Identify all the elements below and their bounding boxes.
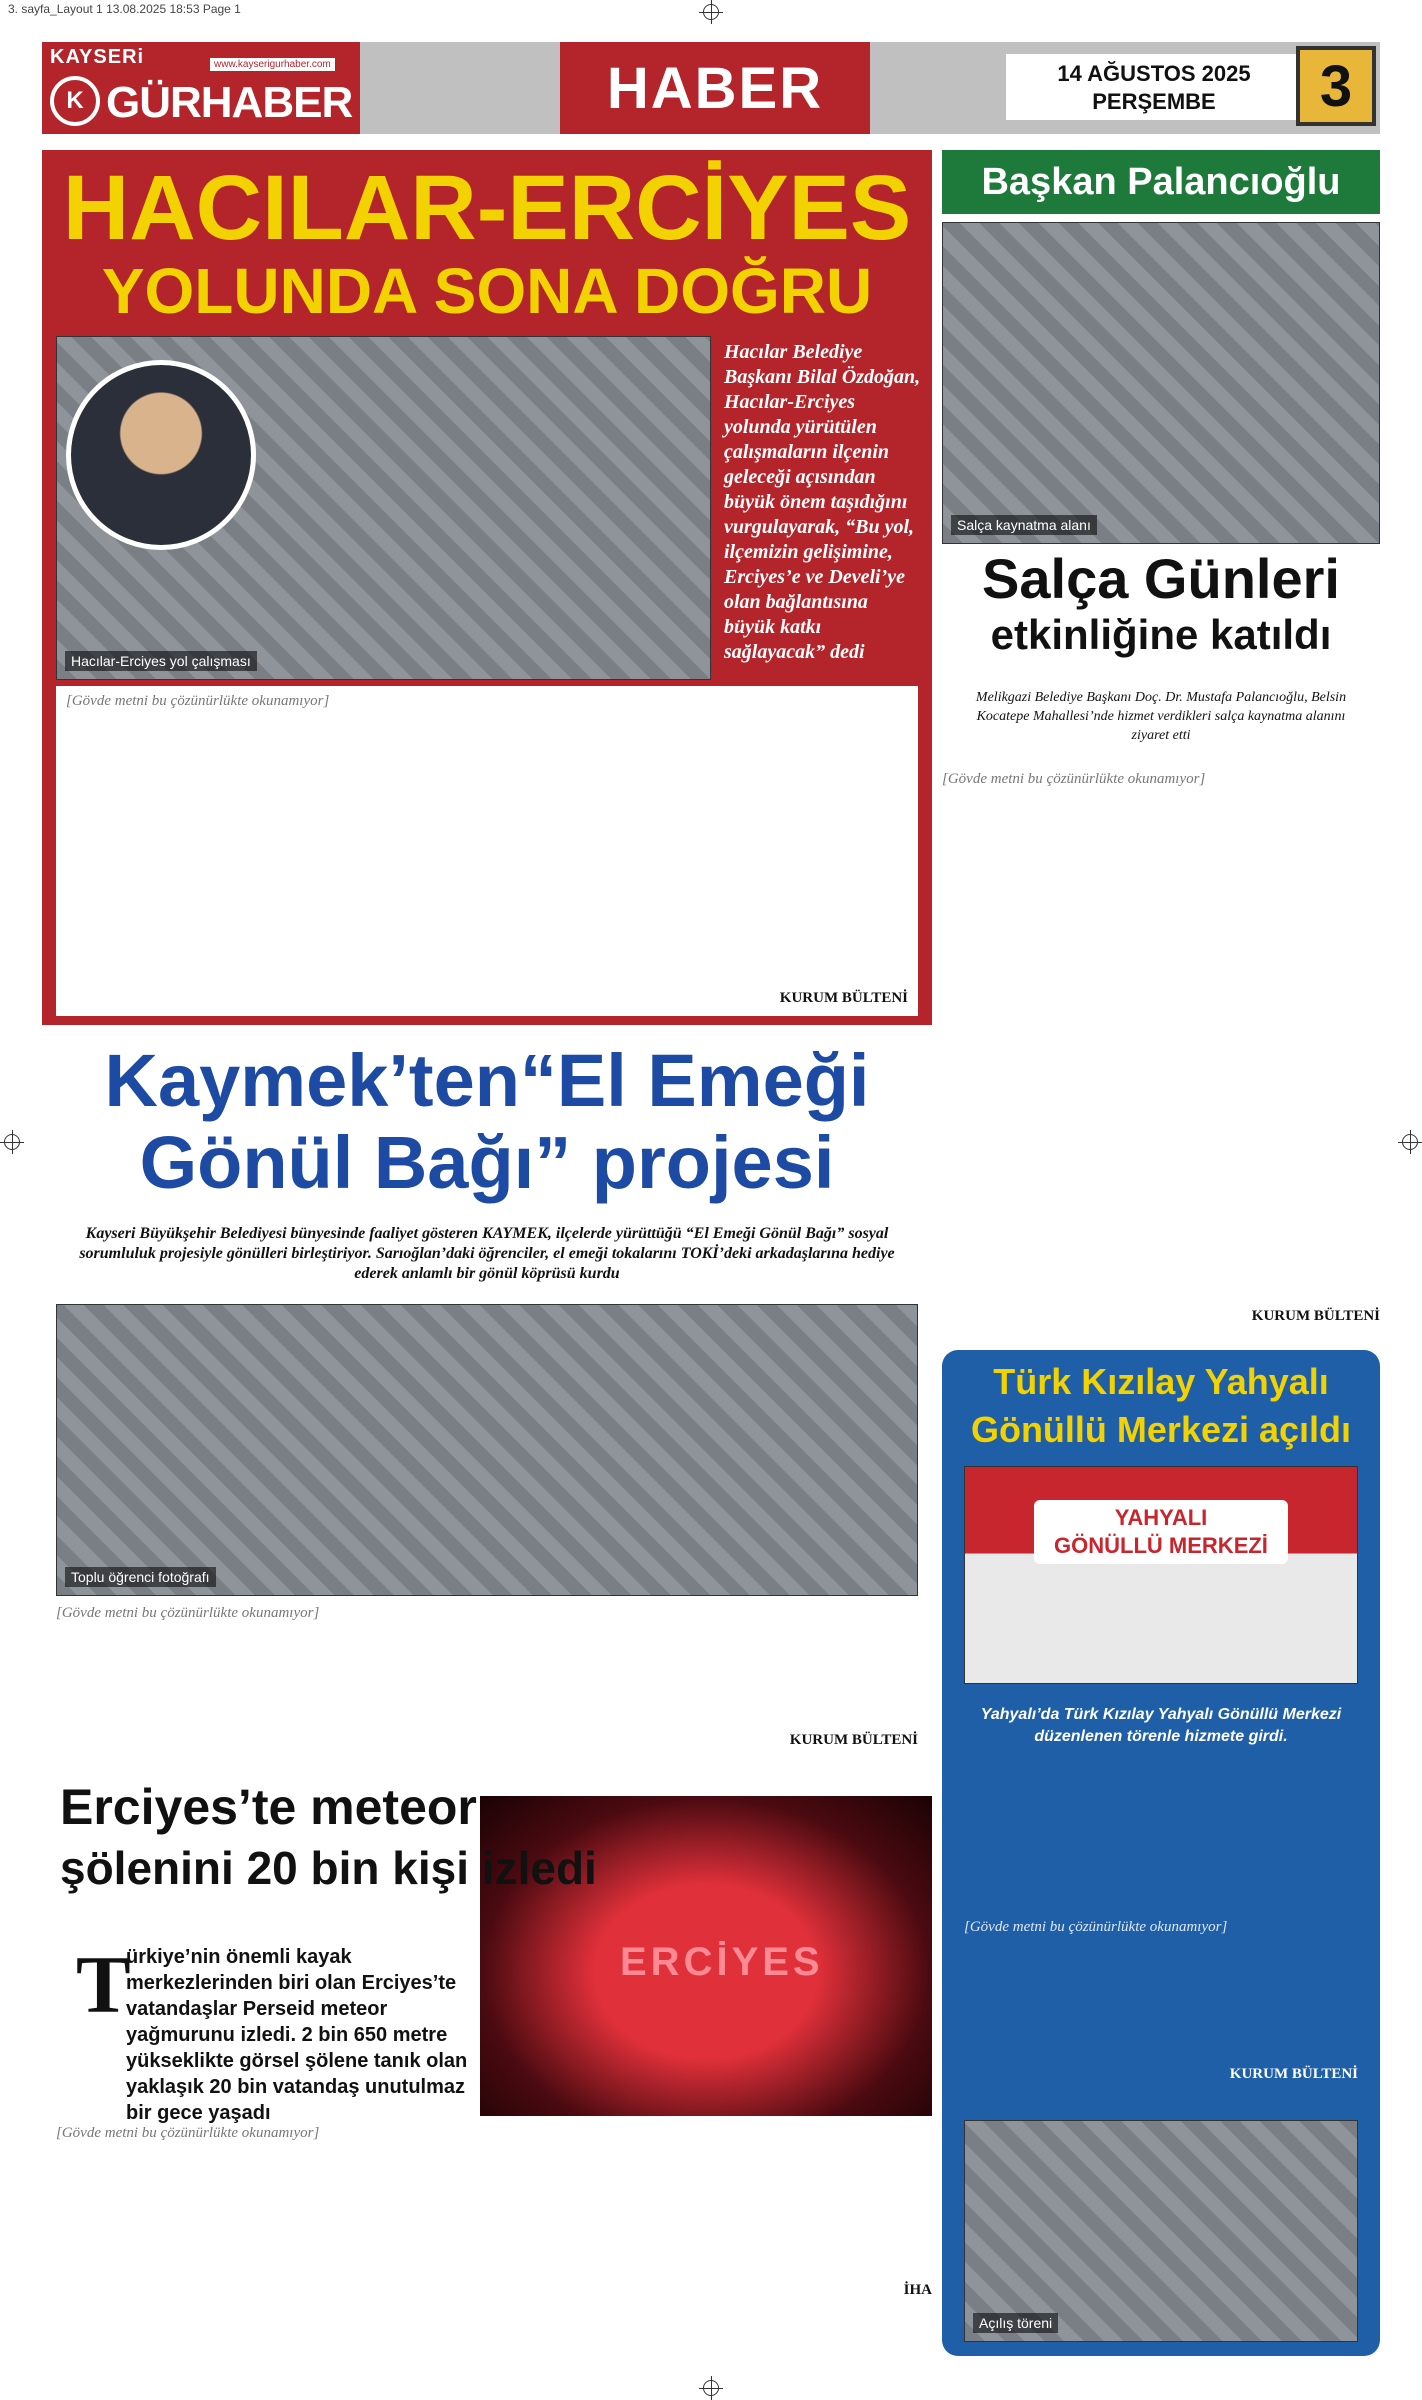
photo-label: Hacılar-Erciyes yol çalışması (65, 651, 257, 671)
kizilay-sign-line1: YAHYALI (1114, 1505, 1208, 1530)
dropcap: T (76, 1939, 131, 2030)
photo-label: Açılış töreni (973, 2313, 1058, 2333)
mayor-portrait (66, 360, 256, 550)
logo-mark-icon: K (50, 76, 100, 126)
photo-label: Salça kaynatma alanı (951, 515, 1097, 535)
sidebar-body: [Gövde metni bu çözünürlükte okunamıyor] (942, 771, 1206, 787)
issue-date (1006, 54, 1302, 120)
lead-deck: Hacılar Belediye Başkanı Bilal Özdoğan, Hacılar-Erciyes yolunda yürütülen çalışmaların ilçenin geleceği açısından büyük önem taşıdığını vurgulayarak, “Bu yol, ilçemizin gelişimine, Erciyes’e ve Develi’ye olan bağlantısına büyük katkı sağlayacak” dedi (724, 341, 921, 663)
kizilay-title (942, 1358, 1380, 1454)
kizilay-sign-line2: GÖNÜLLÜ MERKEZİ (1054, 1533, 1268, 1558)
kaymek-credit: KURUM BÜLTENİ (789, 1732, 918, 1748)
lead-credit: KURUM BÜLTENİ (779, 990, 908, 1006)
meteor-body-area (56, 2124, 932, 2304)
lead-headline: HACILAR-ERCİYES (62, 157, 912, 259)
sidebar-credit: KURUM BÜLTENİ (1251, 1308, 1380, 1324)
kaymek-headline (42, 1040, 932, 1204)
lead-body-area (56, 686, 918, 1016)
sidebar-caption: Melikgazi Belediye Başkanı Doç. Dr. Mustafa Palancıoğlu, Belsin Kocatepe Mahallesi’nde hizmet verdikleri salça kaynatma alanını ziyaret etti (975, 690, 1347, 743)
logo-name: GÜRHABER (106, 78, 353, 127)
meteor-body: [Gövde metni bu çözünürlükte okunamıyor] (56, 2125, 320, 2141)
lead-headline-line2: YOLUNDA SONA DOĞRU (101, 255, 873, 327)
kizilay-sign (1034, 1500, 1288, 1564)
sidebar-headline: Salça Günleri (982, 547, 1340, 610)
meteor-headline-line2: şölenini 20 bin kişi izledi (60, 1842, 597, 1894)
kizilay-title-line2: Gönüllü Merkezi açıldı (970, 1409, 1352, 1450)
meteor-headline: Erciyes’te meteor (60, 1779, 477, 1835)
registration-mark-icon (703, 4, 719, 20)
sidebar-body-area (942, 770, 1380, 1340)
logo-url: www.kayserigurhaber.com (210, 58, 335, 71)
ceremony-photo (964, 2120, 1358, 2342)
sidebar-title: Başkan Palancıoğlu (942, 150, 1380, 214)
kaymek-body: [Gövde metni bu çözünürlükte okunamıyor] (56, 1605, 320, 1621)
registration-mark-icon (4, 1134, 20, 1150)
registration-mark-icon (703, 2380, 719, 2396)
kizilay-title-line1: Türk Kızılay Yahyalı (993, 1361, 1329, 1402)
kaymek-headline-line1: Kaymek’ten“El Emeği (104, 1039, 870, 1122)
logo (42, 42, 360, 134)
registration-mark-icon (1402, 1134, 1418, 1150)
lead-body: [Gövde metni bu çözünürlükte okunamıyor] (66, 693, 330, 709)
kaymek-body-area (56, 1604, 918, 1754)
ribbon-cutting-photo (964, 1466, 1358, 1684)
date-text: 14 AĞUSTOS 2025 (1057, 61, 1251, 86)
kizilay-body: [Gövde metni bu çözünürlükte okunamıyor] (964, 1919, 1228, 1935)
print-info: 3. sayfa_Layout 1 13.08.2025 18:53 Page 1 (8, 2, 241, 16)
kizilay-body-area (964, 1918, 1358, 2098)
kaymek-headline-line2: Gönül Bağı” projesi (139, 1121, 835, 1204)
kaymek-deck: Kayseri Büyükşehir Belediyesi bünyesinde faaliyet gösteren KAYMEK, ilçelerde yürüttüğü “El Emeği Gönül Bağı” sosyal sorumluluk projesiyle gönülleri birleştiriyor. Sarıoğlan’daki öğrenciler, el emeği tokalarını TOKİ’deki arkadaşlarına hediye ederek anlamlı bir gönül köprüsü kurdu (79, 1225, 895, 1282)
erciyes-sign: ERCİYES (620, 1940, 824, 1984)
page-number: 3 (1296, 46, 1376, 126)
photo-label: Toplu öğrenci fotoğrafı (65, 1567, 216, 1587)
weekday-text: PERŞEMBE (1092, 89, 1216, 114)
meteor-deck: ürkiye’nin önemli kayak merkezlerinden biri olan Erciyes’te vatandaşlar Perseid meteor yağmurunu izledi. 2 bin 650 metre yükseklikte görsel şölene tanık olan yaklaşık 20 bin vatandaş unutulmaz bir gece yaşadı (126, 1946, 468, 2124)
salca-event-photo (942, 222, 1380, 544)
section-title: HABER (560, 42, 870, 134)
sidebar-headline-line2: etkinliğine katıldı (990, 611, 1332, 658)
group-photo (56, 1304, 918, 1596)
kizilay-caption: Yahyalı’da Türk Kızılay Yahyalı Gönüllü Merkezi düzenlenen törenle hizmete girdi. (980, 1706, 1342, 1745)
kizilay-credit: KURUM BÜLTENİ (1229, 2066, 1358, 2082)
meteor-credit: İHA (903, 2282, 932, 2298)
logo-city: KAYSERi (50, 46, 145, 68)
